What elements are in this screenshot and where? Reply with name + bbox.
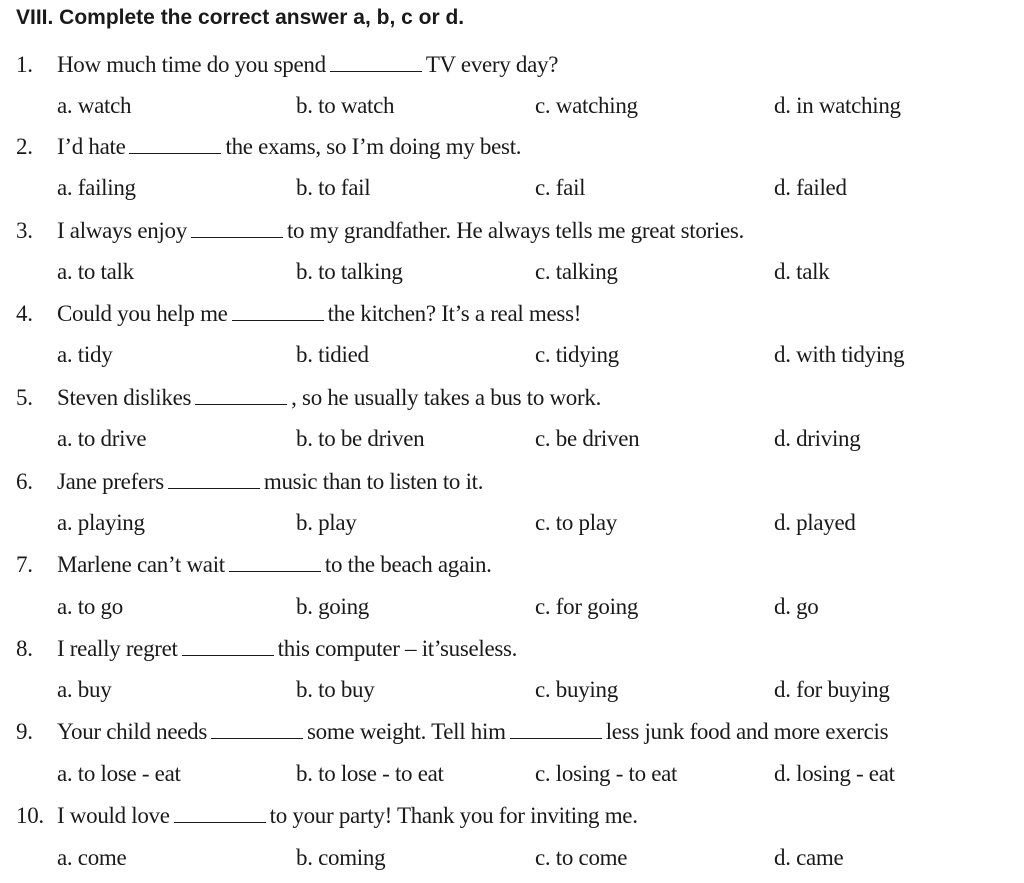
options-8: [0, 677, 1024, 707]
options-4: [0, 342, 1024, 372]
option-d[interactable]: d. for buying: [774, 677, 890, 702]
option-b[interactable]: b. to lose - to eat: [296, 761, 444, 786]
option-c[interactable]: c. tidying: [535, 342, 619, 367]
answer-blank[interactable]: [195, 386, 287, 405]
option-a[interactable]: a. playing: [57, 510, 145, 535]
answer-blank[interactable]: [191, 219, 283, 238]
question-text-after: the exams, so I’m doing my best.: [225, 134, 522, 159]
option-d[interactable]: d. talk: [774, 259, 830, 284]
question-text-middle: some weight. Tell him: [307, 719, 506, 744]
option-a[interactable]: a. failing: [57, 175, 136, 200]
question-number: 10.: [16, 803, 44, 828]
question-7: [0, 552, 1024, 582]
answer-blank[interactable]: [232, 302, 324, 321]
option-d[interactable]: d. played: [774, 510, 856, 535]
question-text-after: to my grandfather. He always tells me great stories.: [286, 218, 744, 243]
question-text-before: Could you help me: [57, 301, 228, 326]
question-text-after: to your party! Thank you for inviting me.: [269, 803, 638, 828]
option-d[interactable]: d. failed: [774, 175, 847, 200]
question-number: 2.: [16, 134, 33, 159]
option-a[interactable]: a. buy: [57, 677, 112, 702]
options-9: [0, 761, 1024, 791]
question-text-before: Your child needs: [57, 719, 208, 744]
option-c[interactable]: c. losing - to eat: [535, 761, 678, 786]
option-a[interactable]: a. tidy: [57, 342, 113, 367]
option-b[interactable]: b. going: [296, 594, 369, 619]
answer-blank[interactable]: [211, 720, 303, 739]
option-c[interactable]: c. be driven: [535, 426, 640, 451]
question-text-before: I would love: [57, 803, 170, 828]
question-text-after: this computer – it’suseless.: [277, 636, 518, 661]
option-c[interactable]: c. fail: [535, 175, 586, 200]
option-b[interactable]: b. to watch: [296, 93, 395, 118]
question-8: [0, 636, 1024, 666]
option-c[interactable]: c. for going: [535, 594, 639, 619]
option-b[interactable]: b. coming: [296, 845, 386, 870]
options-10: [0, 845, 1024, 875]
option-b[interactable]: b. to be driven: [296, 426, 425, 451]
options-2: [0, 175, 1024, 205]
question-text-after: TV every day?: [425, 52, 559, 77]
question-number: 4.: [16, 301, 33, 326]
options-3: [0, 259, 1024, 289]
options-1: [0, 93, 1024, 123]
exercise-heading: VIII. Complete the correct answer a, b, c or d.: [16, 6, 465, 29]
option-b[interactable]: b. to buy: [296, 677, 375, 702]
question-text: [57, 552, 492, 578]
question-number: 1.: [16, 52, 33, 77]
answer-blank[interactable]: [182, 637, 274, 656]
option-c[interactable]: c. watching: [535, 93, 638, 118]
option-c[interactable]: c. buying: [535, 677, 618, 702]
option-b[interactable]: b. to talking: [296, 259, 403, 284]
option-b[interactable]: b. to fail: [296, 175, 371, 200]
option-b[interactable]: b. play: [296, 510, 357, 535]
question-5: [0, 385, 1024, 415]
question-text-after: less junk food and more exercis: [605, 719, 889, 744]
option-d[interactable]: d. in watching: [774, 93, 901, 118]
question-text: [57, 385, 601, 411]
question-number: 8.: [16, 636, 33, 661]
option-a[interactable]: a. to drive: [57, 426, 147, 451]
question-6: [0, 469, 1024, 499]
options-7: [0, 594, 1024, 624]
answer-blank[interactable]: [174, 804, 266, 823]
question-text-before: I’d hate: [57, 134, 126, 159]
option-a[interactable]: a. watch: [57, 93, 132, 118]
question-number: 3.: [16, 218, 33, 243]
option-d[interactable]: d. came: [774, 845, 844, 870]
question-text-before: Jane prefers: [57, 469, 164, 494]
question-1: [0, 52, 1024, 82]
option-c[interactable]: c. to play: [535, 510, 617, 535]
question-text: [57, 636, 517, 662]
question-text: [57, 52, 558, 78]
answer-blank-2[interactable]: [510, 720, 602, 739]
answer-blank[interactable]: [129, 135, 221, 154]
options-5: [0, 426, 1024, 456]
question-text: [57, 803, 638, 829]
option-d[interactable]: d. driving: [774, 426, 861, 451]
answer-blank[interactable]: [330, 53, 422, 72]
options-6: [0, 510, 1024, 540]
question-text-after: to the beach again.: [324, 552, 492, 577]
question-text: [57, 301, 581, 327]
option-a[interactable]: a. to go: [57, 594, 123, 619]
option-a[interactable]: a. to talk: [57, 259, 134, 284]
question-number: 6.: [16, 469, 33, 494]
option-c[interactable]: c. to come: [535, 845, 628, 870]
question-text: [57, 469, 483, 495]
question-3: [0, 218, 1024, 248]
answer-blank[interactable]: [229, 553, 321, 572]
question-number: 9.: [16, 719, 33, 744]
question-text: [57, 218, 744, 244]
question-number: 5.: [16, 385, 33, 410]
question-text-before: Marlene can’t wait: [57, 552, 225, 577]
option-d[interactable]: d. with tidying: [774, 342, 905, 367]
question-text: [57, 134, 521, 160]
question-text-before: How much time do you spend: [57, 52, 326, 77]
question-number: 7.: [16, 552, 33, 577]
question-text-before: Steven dislikes: [57, 385, 192, 410]
answer-blank[interactable]: [168, 470, 260, 489]
question-text-after: the kitchen? It’s a real mess!: [327, 301, 582, 326]
option-d[interactable]: d. go: [774, 594, 819, 619]
question-text: [57, 719, 888, 745]
question-text-after: , so he usually takes a bus to work.: [291, 385, 602, 410]
question-10: [0, 803, 1024, 833]
option-b[interactable]: b. tidied: [296, 342, 369, 367]
option-a[interactable]: a. come: [57, 845, 127, 870]
question-text-before: I really regret: [57, 636, 178, 661]
option-d[interactable]: d. losing - eat: [774, 761, 895, 786]
question-text-before: I always enjoy: [57, 218, 187, 243]
option-c[interactable]: c. talking: [535, 259, 618, 284]
option-a[interactable]: a. to lose - eat: [57, 761, 181, 786]
question-2: [0, 134, 1024, 164]
question-4: [0, 301, 1024, 331]
question-9: [0, 719, 1024, 749]
question-text-after: music than to listen to it.: [263, 469, 484, 494]
